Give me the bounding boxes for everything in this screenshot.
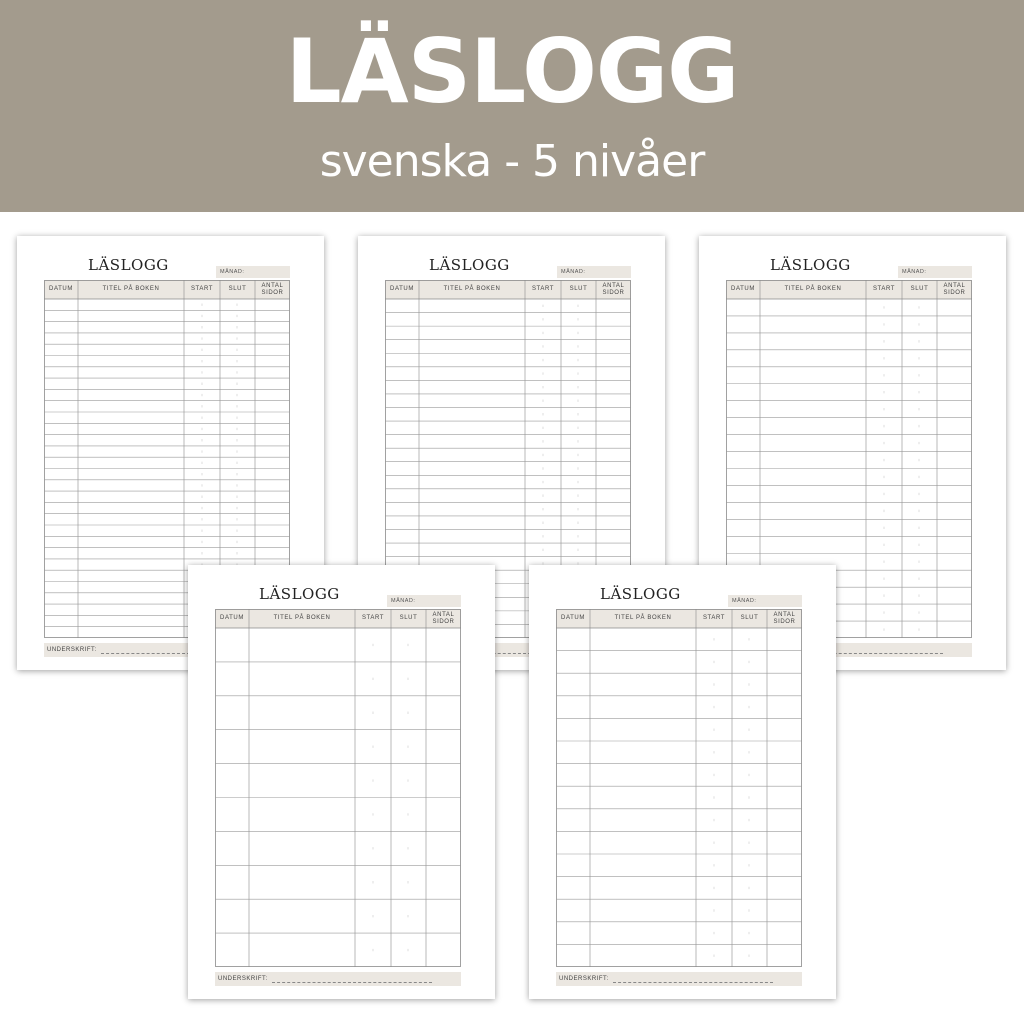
worksheet-page-level-4 [188,565,495,999]
column-header: DATUM [220,615,244,622]
column-header: DATUM [731,286,755,293]
column-header: START [190,286,214,293]
month-field[interactable]: MÅNAD: [387,595,461,607]
column-header: SLUT [569,286,588,293]
worksheet-title: LÄSLOGG [88,256,169,274]
worksheet-title: LÄSLOGG [429,256,510,274]
signature-field[interactable] [556,972,802,986]
reading-log-table [556,609,802,967]
header-banner [0,0,1024,212]
table-border [557,610,802,967]
signature-field[interactable] [215,972,461,986]
signature-label: UNDERSKRIFT: [47,647,97,653]
signature-line [613,974,773,983]
column-header: ANTAL SIDOR [773,612,796,625]
column-header: SLUT [228,286,247,293]
column-header: TITEL PÅ BOKEN [614,615,672,622]
month-field[interactable]: MÅNAD: [557,266,631,278]
worksheet-title: LÄSLOGG [259,585,340,603]
column-header: TITEL PÅ BOKEN [273,615,331,622]
reading-log-table [215,609,461,967]
column-header: TITEL PÅ BOKEN [784,286,842,293]
column-header: START [531,286,555,293]
column-header: DATUM [561,615,585,622]
banner-subtitle: svenska - 5 nivåer [319,136,705,187]
month-field[interactable]: MÅNAD: [898,266,972,278]
column-header: ANTAL SIDOR [602,283,625,296]
column-header: SLUT [910,286,929,293]
table-grid [556,609,802,967]
month-field[interactable]: MÅNAD: [728,595,802,607]
column-header: TITEL PÅ BOKEN [443,286,501,293]
column-header: DATUM [390,286,414,293]
column-header: START [702,615,726,622]
column-header: START [872,286,896,293]
column-header: DATUM [49,286,73,293]
column-header: SLUT [740,615,759,622]
column-header: ANTAL SIDOR [432,612,455,625]
column-header: START [361,615,385,622]
table-grid [215,609,461,967]
column-header: SLUT [399,615,418,622]
worksheet-title: LÄSLOGG [600,585,681,603]
worksheet-title: LÄSLOGG [770,256,851,274]
column-header: ANTAL SIDOR [943,283,966,296]
month-field[interactable]: MÅNAD: [216,266,290,278]
column-header: TITEL PÅ BOKEN [102,286,160,293]
worksheet-page-level-5 [529,565,836,999]
column-header: ANTAL SIDOR [261,283,284,296]
banner-title: LÄSLOGG [285,20,739,123]
signature-label: UNDERSKRIFT: [218,976,268,982]
table-border [216,610,461,967]
signature-line [272,974,432,983]
signature-label: UNDERSKRIFT: [559,976,609,982]
